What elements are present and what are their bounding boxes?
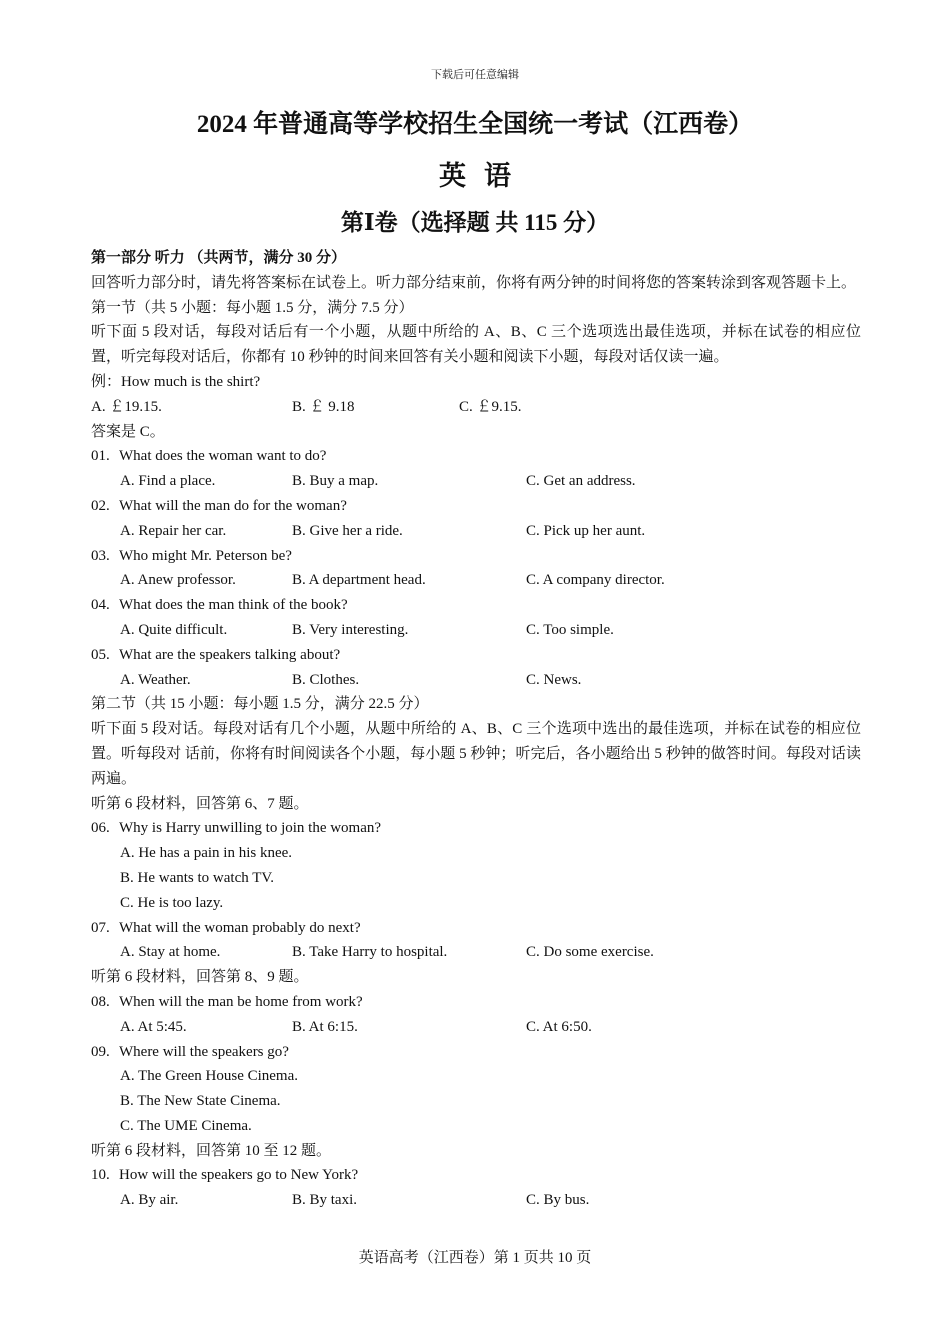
option-a: A. Repair her car. bbox=[120, 522, 227, 539]
question-number: 06. bbox=[91, 820, 110, 837]
option-c: C. The UME Cinema. bbox=[120, 1117, 252, 1134]
option-a: A. By air. bbox=[120, 1192, 179, 1209]
option-b: B. He wants to watch TV. bbox=[120, 869, 275, 886]
question-number: 01. bbox=[91, 448, 110, 465]
option-c: C. He is too lazy. bbox=[120, 894, 224, 911]
question-text: Who might Mr. Peterson be? bbox=[119, 547, 292, 564]
question-number: 03. bbox=[91, 547, 110, 564]
question-number: 07. bbox=[91, 919, 110, 936]
example-option-a: A. ￡19.15. bbox=[91, 398, 162, 415]
question-number: 08. bbox=[91, 993, 110, 1010]
option-a: A. Stay at home. bbox=[120, 944, 221, 961]
question-10 bbox=[91, 1163, 861, 1188]
question-06 bbox=[91, 816, 861, 841]
option-c: C. Get an address. bbox=[526, 473, 636, 490]
example-option-c: C. ￡9.15. bbox=[459, 398, 522, 415]
section-instruction: 回答听力部分时，请先将答案标在试卷上。听力部分结束前，你将有两分钟的时间将您的答案转涂到客观答题卡上。 bbox=[91, 274, 857, 291]
question-07-options bbox=[91, 940, 861, 965]
option-a: A. He has a pain in his knee. bbox=[120, 845, 293, 862]
header-note: 下载后可任意编辑 bbox=[431, 68, 519, 81]
question-02 bbox=[91, 494, 861, 519]
question-text: What will the man do for the woman? bbox=[119, 497, 347, 514]
question-text: What does the man think of the book? bbox=[119, 597, 348, 614]
question-text: What are the speakers talking about? bbox=[119, 646, 341, 663]
option-a: A. At 5:45. bbox=[120, 1018, 187, 1035]
option-c: C. At 6:50. bbox=[526, 1018, 592, 1035]
question-number: 10. bbox=[91, 1167, 110, 1184]
option-a: A. Quite difficult. bbox=[120, 621, 228, 638]
question-05 bbox=[91, 643, 861, 668]
section-heading: 第一部分 听力 （共两节，满分 30 分） bbox=[91, 250, 347, 266]
question-text: Where will the speakers go? bbox=[119, 1043, 289, 1060]
option-b: B. Give her a ride. bbox=[292, 522, 403, 539]
question-text: How will the speakers go to New York? bbox=[119, 1167, 359, 1184]
page-footer: 英语高考（江西卷）第 1 页共 10 页 bbox=[358, 1250, 592, 1266]
material-8-note: 听第 6 段材料，回答第 8、9 题。 bbox=[91, 969, 309, 986]
question-text: What does the woman want to do? bbox=[119, 448, 327, 465]
question-08 bbox=[91, 990, 861, 1015]
option-b: B. Buy a map. bbox=[292, 473, 379, 490]
option-c: C. Too simple. bbox=[526, 621, 614, 638]
material-6-note: 听第 6 段材料，回答第 6、7 题。 bbox=[91, 795, 309, 812]
question-number: 02. bbox=[91, 497, 110, 514]
question-number: 09. bbox=[91, 1043, 110, 1060]
example-answer: 答案是 C。 bbox=[91, 423, 165, 440]
question-05-options bbox=[91, 668, 861, 693]
subsection-1-heading: 第一节（共 5 小题：每小题 1.5 分，满分 7.5 分） bbox=[91, 299, 414, 316]
material-10-note: 听第 6 段材料，回答第 10 至 12 题。 bbox=[91, 1142, 332, 1159]
question-02-options bbox=[91, 519, 861, 544]
question-text: What will the woman probably do next? bbox=[119, 919, 361, 936]
option-c: C. A company director. bbox=[526, 572, 665, 589]
example-options bbox=[91, 395, 861, 420]
option-c: C. News. bbox=[526, 671, 582, 688]
subsection-2-instruction: 听下面 5 段对话。每段对话有几个小题，从题中所给的 A、B、C 三个选项中选出的最佳选项，并标在试卷的相应位置。听每段对 话前，你将有时间阅读各个小题，每小题 5 秒钟；听完后，各小题给出 5 秒钟的做答时间。每段对话读两遍。 bbox=[91, 721, 861, 787]
option-a: A. Weather. bbox=[120, 671, 191, 688]
question-03 bbox=[91, 544, 861, 569]
question-07 bbox=[91, 916, 861, 941]
example-option-b: B. ￡ 9.18 bbox=[292, 398, 355, 415]
option-b: B. By taxi. bbox=[292, 1192, 358, 1209]
question-08-options bbox=[91, 1015, 861, 1040]
option-b: B. Clothes. bbox=[292, 671, 360, 688]
question-text: Why is Harry unwilling to join the woman? bbox=[119, 820, 382, 837]
option-b: B. A department head. bbox=[292, 572, 426, 589]
question-01-options bbox=[91, 469, 861, 494]
exam-title: 2024 年普通高等学校招生全国统一考试（江西卷） bbox=[196, 111, 754, 138]
question-number: 04. bbox=[91, 597, 110, 614]
subsection-2-heading: 第二节（共 15 小题：每小题 1.5 分，满分 22.5 分） bbox=[91, 696, 429, 713]
option-c: C. Pick up her aunt. bbox=[526, 522, 646, 539]
option-a: A. The Green House Cinema. bbox=[120, 1068, 299, 1085]
subsection-1-instruction: 听下面 5 段对话，每段对话后有一个小题，从题中所给的 A、B、C 三个选项选出最佳选项，并标在试卷的相应位置，听完每段对话后，你都有 10 秒钟的时间来回答有关小题和阅读下小题，每段对话仅读一遍。 bbox=[91, 324, 861, 366]
option-a: A. Anew professor. bbox=[120, 572, 236, 589]
question-03-options bbox=[91, 568, 861, 593]
option-b: B. The New State Cinema. bbox=[120, 1093, 281, 1110]
question-04-options bbox=[91, 618, 861, 643]
option-c: C. By bus. bbox=[526, 1192, 590, 1209]
option-c: C. Do some exercise. bbox=[526, 944, 654, 961]
option-b: B. Very interesting. bbox=[292, 621, 409, 638]
question-09 bbox=[91, 1040, 861, 1065]
option-a: A. Find a place. bbox=[120, 473, 216, 490]
option-b: B. At 6:15. bbox=[292, 1018, 358, 1035]
subject-title: 英语 bbox=[439, 161, 529, 192]
question-text: When will the man be home from work? bbox=[119, 993, 363, 1010]
question-10-options bbox=[91, 1188, 861, 1213]
listening-section bbox=[91, 246, 861, 1213]
option-b: B. Take Harry to hospital. bbox=[292, 944, 448, 961]
question-04 bbox=[91, 593, 861, 618]
question-number: 05. bbox=[91, 646, 110, 663]
question-01 bbox=[91, 444, 861, 469]
example-question: 例：How much is the shirt? bbox=[91, 373, 261, 390]
part-title: 第Ⅰ卷（选择题 共 115 分） bbox=[340, 210, 610, 235]
